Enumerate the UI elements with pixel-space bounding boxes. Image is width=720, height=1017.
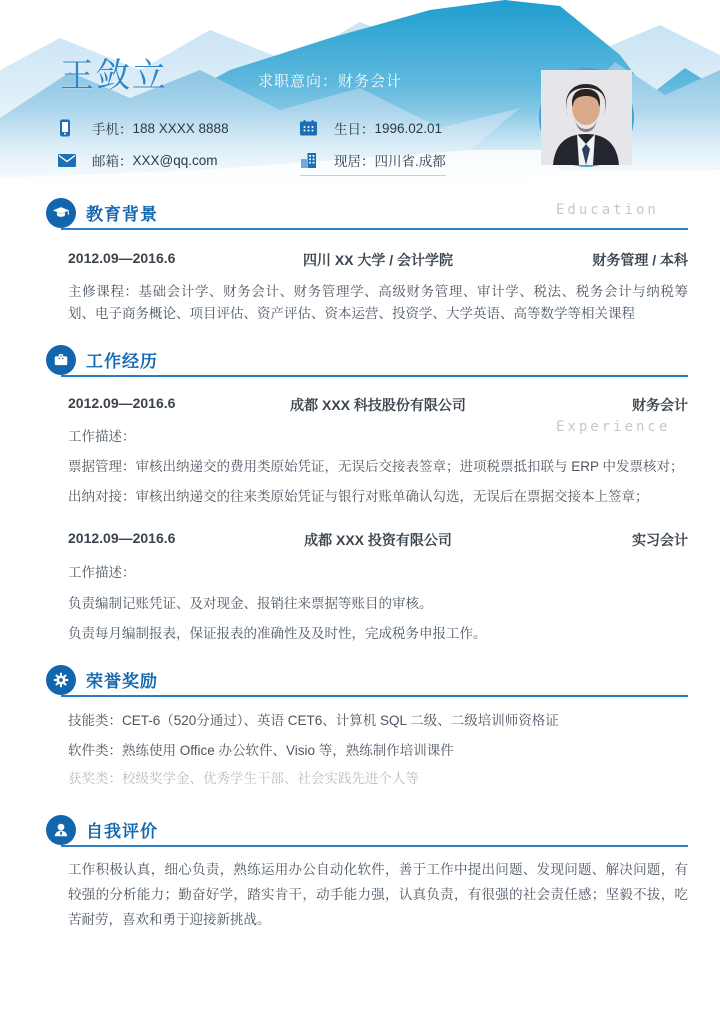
education-entry-row	[68, 250, 688, 270]
section-education-title: 教育背景	[86, 205, 158, 224]
candidate-name: 王敛立	[60, 57, 168, 95]
education-school: 四川 XX 大学 / 会计学院	[302, 252, 454, 268]
job2-entry-row	[68, 530, 688, 550]
gear-icon	[46, 665, 76, 695]
job1-company: 成都 XXX 科技股份有限公司	[290, 397, 466, 413]
section-honors-header	[46, 665, 688, 697]
education-watermark: Education	[556, 202, 659, 218]
contact-phone	[58, 118, 229, 138]
contact-email-value: XXX@qq.com	[132, 152, 218, 168]
section-experience-title: 工作经历	[86, 352, 158, 371]
contact-phone-label: 手机：	[92, 122, 133, 137]
honors-line-skills: 技能类：CET-6（520分通过）、英语 CET6、计算机 SQL 二级、二级培训师资格证	[68, 713, 559, 728]
person-icon	[46, 815, 76, 845]
education-major: 财务管理 / 本科	[592, 252, 688, 268]
briefcase-icon	[46, 345, 76, 375]
contact-address-value: 四川省.成都	[374, 154, 446, 169]
section-rule	[61, 845, 688, 847]
job1-entry-row	[68, 395, 688, 415]
experience-watermark: Experience	[556, 419, 671, 435]
job1-desc-label: 工作描述：	[68, 429, 136, 444]
job1-bullet-2: 出纳对接：审核出纳递交的往来类原始凭证与银行对账单确认勾选，无误后在票据交接本上签章；	[68, 489, 649, 504]
avatar	[539, 68, 634, 167]
section-rule	[61, 695, 688, 697]
education-courses: 主修课程：基础会计学、财务会计、财务管理学、高级财务管理、审计学、税法、税务会计与纳税筹划、电子商务概论、项目评估、资产评估、资本运营、投资学、大学英语、高等数学等相关课程	[68, 284, 688, 321]
portrait-image	[541, 70, 632, 165]
job2-role: 实习会计	[632, 532, 688, 548]
building-icon	[300, 151, 320, 169]
contact-birthday	[300, 118, 442, 138]
job2-desc-label: 工作描述：	[68, 565, 136, 580]
job1-role: 财务会计	[632, 397, 688, 413]
self-evaluation-text: 工作积极认真，细心负责，熟练运用办公自动化软件，善于工作中提出问题、发现问题、解决问题，有较强的分析能力；勤奋好学，踏实肯干，动手能力强，认真负责，有很强的社会责任感；坚毅不拔，吃苦耐劳，喜欢和勇于迎接新挑战。	[68, 862, 688, 927]
section-rule	[61, 228, 688, 230]
section-self-eval-header	[46, 815, 688, 847]
job2-company: 成都 XXX 投资有限公司	[304, 532, 452, 548]
graduation-cap-icon	[46, 198, 76, 228]
section-experience-header	[46, 345, 688, 377]
contact-email-label: 邮箱：	[92, 154, 133, 169]
contact-birthday-value: 1996.02.01	[374, 120, 443, 136]
job2-bullet-1: 负责编制记账凭证、及对现金、报销往来票据等账目的审核。	[68, 596, 433, 611]
job-objective: 求职意向：财务会计	[258, 73, 403, 90]
email-icon	[58, 151, 78, 169]
section-self-eval-title: 自我评价	[86, 822, 158, 841]
contact-phone-value: 188 XXXX 8888	[132, 120, 229, 136]
contact-email	[58, 150, 218, 170]
honors-line-clipped: 获奖类：校级奖学金、优秀学生干部、社会实践先进个人等	[68, 771, 419, 786]
contact-birthday-label: 生日：	[334, 122, 375, 137]
job2-bullet-2: 负责每月编制报表，保证报表的准确性及及时性，完成税务申报工作。	[68, 626, 487, 641]
contact-address-label: 现居：	[334, 154, 375, 169]
calendar-icon	[300, 119, 320, 137]
honors-line-software: 软件类：熟练使用 Office 办公软件、Visio 等，熟练制作培训课件	[68, 743, 454, 758]
education-period: 2012.09—2016.6	[68, 250, 176, 266]
section-rule	[61, 375, 688, 377]
job1-bullet-1: 票据管理：审核出纳递交的费用类原始凭证，无误后交接表签章；进项税票抵扣联与 ERP 中发票核对；	[68, 459, 684, 474]
section-honors-title: 荣誉奖励	[86, 672, 158, 691]
job2-period: 2012.09—2016.6	[68, 530, 176, 546]
phone-icon	[58, 119, 78, 137]
job1-period: 2012.09—2016.6	[68, 395, 176, 411]
contact-address	[300, 150, 446, 176]
